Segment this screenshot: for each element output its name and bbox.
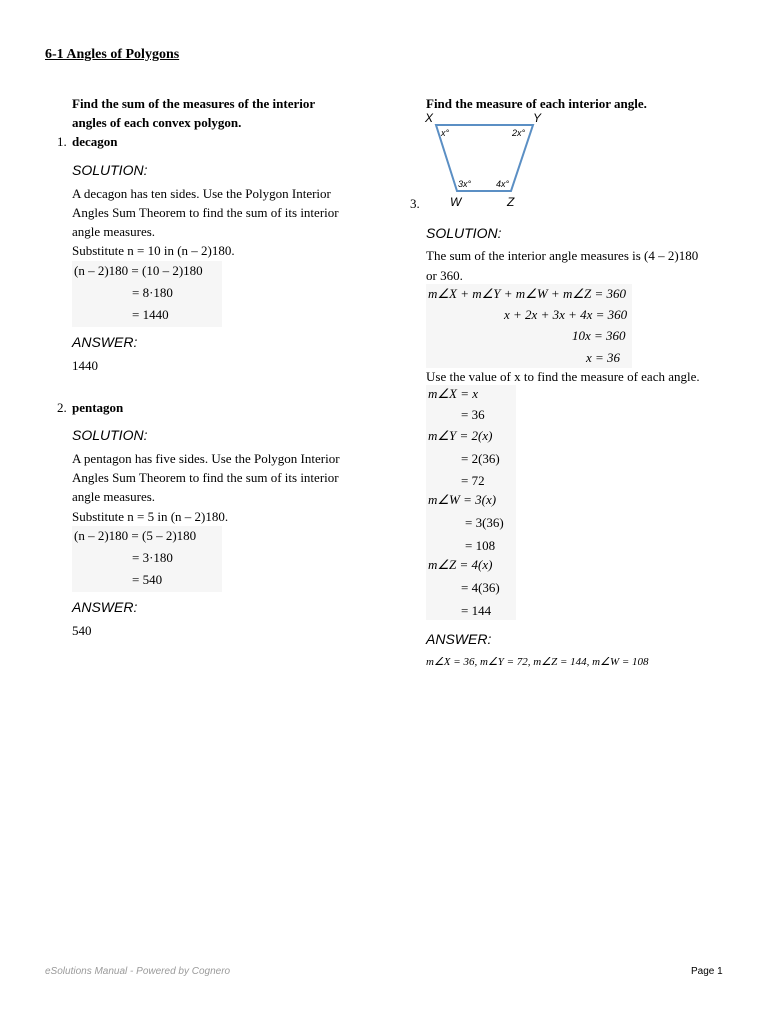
problem-1-work-3: = 1440 bbox=[132, 307, 169, 322]
instruction-line-2: angles of each convex polygon. bbox=[72, 115, 242, 130]
problem-3-text-2: or 360. bbox=[426, 268, 463, 283]
problem-1-text-1: A decagon has ten sides. Use the Polygon Interior bbox=[72, 186, 331, 201]
equation-2: x + 2x + 3x + 4x = 360 bbox=[504, 307, 628, 322]
problem-1-work-2: = 8·180 bbox=[132, 285, 173, 300]
problem-1-work-1: (n – 2)180 = (10 – 2)180 bbox=[74, 263, 203, 278]
problem-3-answer: m∠X = 36, m∠Y = 72, m∠Z = 144, m∠W = 108 bbox=[426, 656, 649, 668]
page-title: 6-1 Angles of Polygons bbox=[45, 47, 180, 62]
problem-2-work-2: = 3·180 bbox=[132, 550, 173, 565]
problem-2-text-3: angle measures. bbox=[72, 489, 156, 504]
step-z-1: m∠Z = 4(x) bbox=[428, 557, 493, 572]
right-instruction: Find the measure of each interior angle. bbox=[426, 96, 647, 111]
vertex-z-label: Z bbox=[507, 195, 515, 209]
angle-y-label: 2x° bbox=[512, 128, 526, 138]
problem-1-answer-label: ANSWER: bbox=[72, 334, 138, 350]
trapezoid-figure bbox=[422, 110, 542, 210]
step-x-1: m∠X = x bbox=[428, 386, 479, 401]
problem-2-number: 2. bbox=[57, 400, 67, 415]
equation-3: 10x = 360 bbox=[572, 328, 626, 343]
step-w-3: = 108 bbox=[465, 538, 496, 553]
problem-1-solution-label: SOLUTION: bbox=[72, 162, 148, 178]
angle-x-label: x° bbox=[441, 128, 450, 138]
problem-3-number: 3. bbox=[410, 196, 420, 211]
problem-1-answer: 1440 bbox=[72, 358, 98, 373]
problem-3-text-1: The sum of the interior angle measures is (4 – 2)180 bbox=[426, 248, 699, 263]
equation-1: m∠X + m∠Y + m∠W + m∠Z = 360 bbox=[428, 286, 626, 301]
page-number: Page 1 bbox=[691, 966, 723, 977]
vertex-x-label: X bbox=[425, 111, 434, 125]
problem-2-work-3: = 540 bbox=[132, 572, 163, 587]
step-y-1: m∠Y = 2(x) bbox=[428, 428, 493, 443]
step-z-2: = 4(36) bbox=[461, 580, 500, 595]
problem-2-work-1: (n – 2)180 = (5 – 2)180 bbox=[74, 528, 197, 543]
problem-3-solution-label: SOLUTION: bbox=[426, 225, 502, 241]
vertex-y-label: Y bbox=[533, 111, 542, 125]
step-w-2: = 3(36) bbox=[465, 515, 504, 530]
use-value-text: Use the value of x to find the measure of each angle. bbox=[426, 369, 700, 384]
problem-1-number: 1. bbox=[57, 134, 67, 149]
step-y-2: = 2(36) bbox=[461, 451, 500, 466]
step-y-3: = 72 bbox=[461, 473, 485, 488]
equation-4: x = 36 bbox=[586, 350, 621, 365]
vertex-w-label: W bbox=[450, 195, 462, 209]
problem-2-text-1: A pentagon has five sides. Use the Polygon Interior bbox=[72, 451, 340, 466]
problem-3-answer-label: ANSWER: bbox=[426, 631, 492, 647]
step-w-1: m∠W = 3(x) bbox=[428, 492, 497, 507]
step-x-2: = 36 bbox=[461, 407, 485, 422]
problem-2-substitute: Substitute n = 5 in (n – 2)180. bbox=[72, 509, 229, 524]
problem-1-text-3: angle measures. bbox=[72, 224, 156, 239]
step-z-3: = 144 bbox=[461, 603, 492, 618]
problem-2-solution-label: SOLUTION: bbox=[72, 427, 148, 443]
instruction-line-1: Find the sum of the measures of the interior bbox=[72, 96, 316, 111]
footer-credit: eSolutions Manual - Powered by Cognero bbox=[45, 966, 231, 977]
problem-1-substitute: Substitute n = 10 in (n – 2)180. bbox=[72, 243, 235, 258]
angle-w-label: 3x° bbox=[458, 179, 472, 189]
problem-1-text-2: Angles Sum Theorem to find the sum of its interior bbox=[72, 205, 339, 220]
problem-1-name: decagon bbox=[72, 134, 118, 149]
problem-2-name: pentagon bbox=[72, 400, 124, 415]
problem-2-text-2: Angles Sum Theorem to find the sum of its interior bbox=[72, 470, 339, 485]
angle-z-label: 4x° bbox=[496, 179, 510, 189]
problem-2-answer-label: ANSWER: bbox=[72, 599, 138, 615]
problem-2-answer: 540 bbox=[72, 623, 92, 638]
